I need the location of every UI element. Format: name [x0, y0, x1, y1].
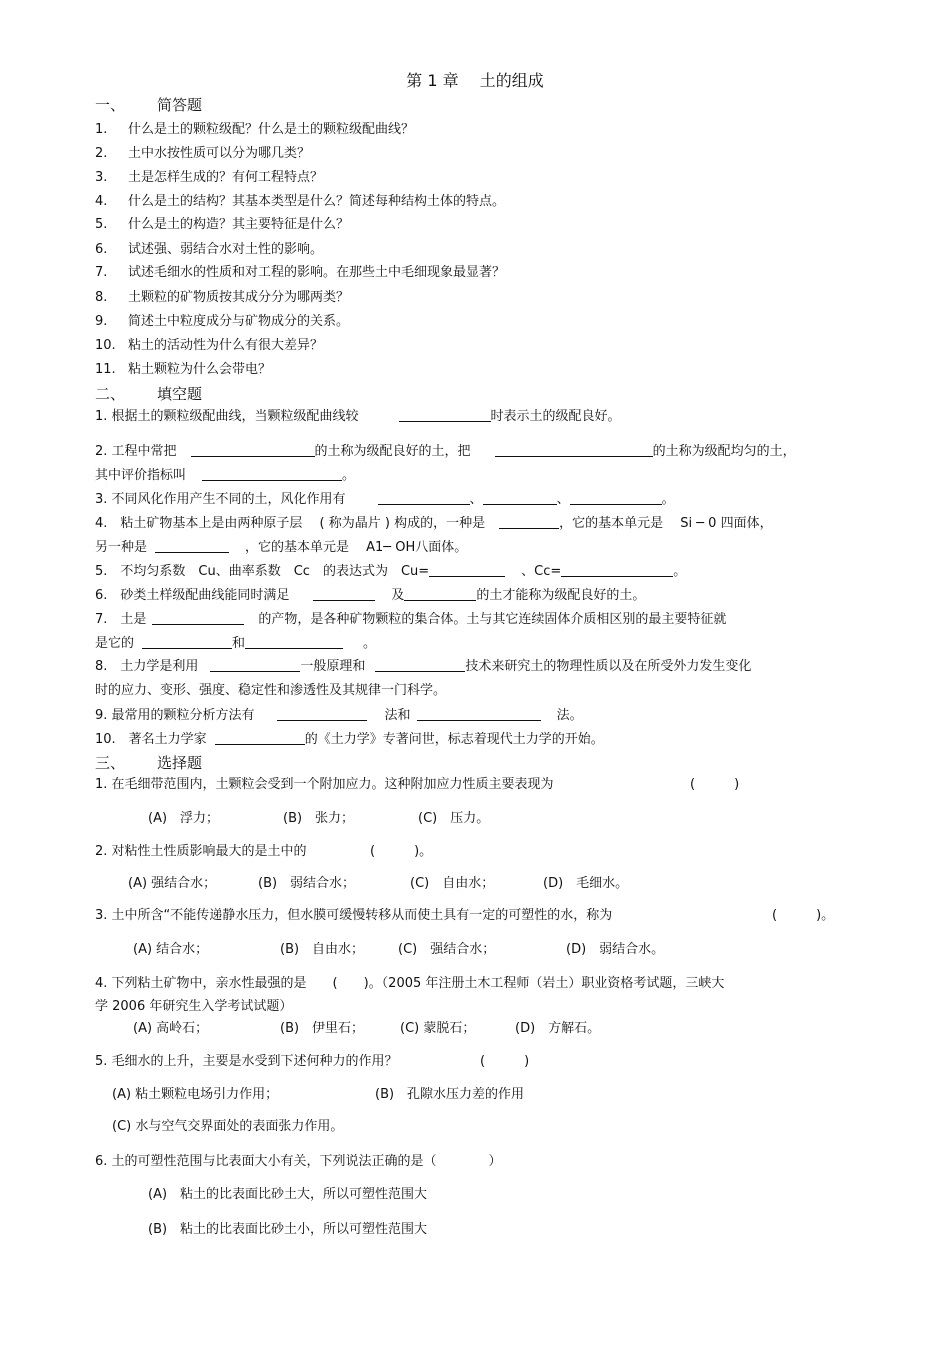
answer-blank — [399, 408, 491, 422]
choice-option: (C) 压力。 — [418, 811, 490, 826]
answer-parentheses: ( )。 — [772, 908, 835, 923]
answer-blank — [215, 731, 305, 745]
question-item: 7. 试述毛细水的性质和对工程的影响。在那些土中毛细现象最显著？ — [95, 265, 506, 280]
answer-parentheses: ( ) — [480, 1054, 530, 1069]
answer-blank — [570, 491, 662, 505]
choice-option: (B) 孔隙水压力差的作用 — [375, 1087, 525, 1102]
choice-option: (C) 强结合水； — [398, 942, 496, 957]
choice-option: (A) 强结合水； — [128, 876, 217, 891]
choice-option: (D) 弱结合水。 — [566, 942, 665, 957]
choice-question-2: 2. 对粘性土性质影响最大的是土中的 — [95, 844, 307, 859]
choice-question-4: 4. 下列粘土矿物中，亲水性最强的是 ( )。（2005 年注册土木工程师（岩土）职业资格考试题，三峡大 — [95, 976, 725, 991]
question-item: 1. 什么是土的颗粒级配？什么是土的颗粒级配曲线？ — [95, 122, 415, 137]
answer-blank — [277, 707, 367, 721]
answer-blank — [495, 443, 653, 457]
choice-option: (D) 方解石。 — [515, 1021, 601, 1036]
answer-blank — [404, 587, 476, 601]
answer-blank — [499, 515, 559, 529]
answer-blank — [313, 587, 375, 601]
fill-question-2-cont: 其中评价指标叫 。 — [95, 468, 356, 483]
question-item: 10. 粘土的活动性为什么有很大差异？ — [95, 338, 324, 353]
question-item: 3. 土是怎样生成的？有何工程特点？ — [95, 170, 324, 185]
answer-parentheses: ( ) — [690, 777, 740, 792]
fill-question-7-cont: 是它的 和 。 — [95, 636, 377, 651]
section-heading-short-answer — [95, 95, 202, 115]
question-item: 11. 粘土颗粒为什么会带电？ — [95, 362, 272, 377]
chapter-title: 第 1 章 土的组成 — [406, 71, 544, 90]
fill-question-3: 3. 不同风化作用产生不同的土，风化作用有 、 、 。 — [95, 492, 675, 507]
answer-blank — [191, 443, 315, 457]
choice-option: (B) 自由水； — [280, 942, 365, 957]
fill-question-6: 6. 砂类土样级配曲线能同时满足 及 的土才能称为级配良好的土。 — [95, 588, 646, 603]
fill-question-2: 2. 工程中常把 的土称为级配良好的土，把 的土称为级配均匀的土， — [95, 444, 796, 459]
section-label: 简答题 — [157, 96, 203, 114]
answer-blank — [210, 658, 300, 672]
choice-question-1: 1. 在毛细带范围内，土颗粒会受到一个附加应力。这种附加应力性质主要表现为 — [95, 777, 554, 792]
section-number: 一、 — [95, 96, 126, 114]
fill-question-1: 1. 根据土的颗粒级配曲线，当颗粒级配曲线较 时表示土的级配良好。 — [95, 409, 621, 424]
fill-question-4: 4. 粘土矿物基本上是由两种原子层 ( 称为晶片 ) 构成的，一种是 ，它的基本单元是 Si ─ 0 四面体， — [95, 516, 773, 531]
fill-question-8: 8. 土力学是利用 一般原理和 技术来研究土的物理性质以及在所受外力发生变化 — [95, 659, 752, 674]
fill-question-9: 9. 最常用的颗粒分析方法有 法和 法。 — [95, 708, 583, 723]
fill-question-5: 5. 不均匀系数 Cu、曲率系数 Cc 的表达式为 Cu= 、Cc= 。 — [95, 564, 687, 579]
choice-option: (C) 水与空气交界面处的表面张力作用。 — [112, 1119, 344, 1134]
choice-option: (B) 弱结合水； — [258, 876, 356, 891]
answer-parentheses: ( )。 — [370, 844, 433, 859]
section-heading-multiple-choice — [95, 753, 202, 773]
choice-question-6: 6. 土的可塑性范围与比表面大小有关，下列说法正确的是（ ） — [95, 1154, 502, 1169]
answer-blank — [245, 635, 343, 649]
choice-option: (B) 伊里石； — [280, 1021, 365, 1036]
choice-option: (A) 粘土的比表面比砂土大，所以可塑性范围大 — [148, 1187, 428, 1202]
answer-blank — [417, 707, 541, 721]
choice-option: (B) 张力； — [283, 811, 355, 826]
question-item: 9. 简述土中粒度成分与矿物成分的关系。 — [95, 314, 350, 329]
section-number: 二、 — [95, 385, 126, 403]
answer-blank — [202, 467, 342, 481]
choice-option: (A) 结合水； — [133, 942, 209, 957]
choice-question-3: 3. 土中所含“不能传递静水压力，但水膜可缓慢转移从而使土具有一定的可塑性的水，称为 — [95, 908, 613, 923]
choice-option: (A) 浮力； — [148, 811, 220, 826]
answer-blank — [429, 563, 505, 577]
question-item: 6. 试述强、弱结合水对土性的影响。 — [95, 242, 324, 257]
section-number: 三、 — [95, 754, 126, 772]
answer-blank — [561, 563, 673, 577]
choice-option: (A) 粘土颗粒电场引力作用； — [112, 1087, 279, 1102]
answer-blank — [378, 491, 470, 505]
fill-question-7: 7. 土是 的产物，是各种矿物颗粒的集合体。土与其它连续固体介质相区别的最主要特征就 — [95, 612, 727, 627]
question-item: 4. 什么是土的结构？其基本类型是什么？简述每种结构土体的特点。 — [95, 194, 506, 209]
section-label: 填空题 — [157, 385, 203, 403]
question-item: 2. 土中水按性质可以分为哪几类？ — [95, 146, 311, 161]
answer-blank — [142, 635, 232, 649]
choice-question-4-cont: 学 2006 年研究生入学考试试题） — [95, 999, 293, 1014]
choice-question-5: 5. 毛细水的上升，主要是水受到下述何种力的作用？ — [95, 1054, 398, 1069]
answer-blank — [152, 611, 244, 625]
answer-blank — [155, 539, 229, 553]
section-label: 选择题 — [157, 754, 203, 772]
choice-option: (D) 毛细水。 — [543, 876, 629, 891]
section-heading-fill-blank — [95, 384, 202, 404]
answer-blank — [483, 491, 557, 505]
answer-blank — [375, 658, 465, 672]
choice-option: (A) 高岭石； — [133, 1021, 209, 1036]
choice-option: (C) 自由水； — [410, 876, 495, 891]
fill-question-10: 10. 著名土力学家 的《土力学》专著问世，标志着现代土力学的开始。 — [95, 732, 604, 747]
question-item: 8. 土颗粒的矿物质按其成分分为哪两类？ — [95, 290, 350, 305]
choice-option: (B) 粘土的比表面比砂土小，所以可塑性范围大 — [148, 1222, 428, 1237]
choice-option: (C) 蒙脱石； — [400, 1021, 476, 1036]
question-item: 5. 什么是土的构造？其主要特征是什么？ — [95, 217, 350, 232]
fill-question-8-cont: 时的应力、变形、强度、稳定性和渗透性及其规律一门科学。 — [95, 683, 447, 698]
fill-question-4-cont: 另一种是 ，它的基本单元是 A1─ OH八面体。 — [95, 540, 468, 555]
